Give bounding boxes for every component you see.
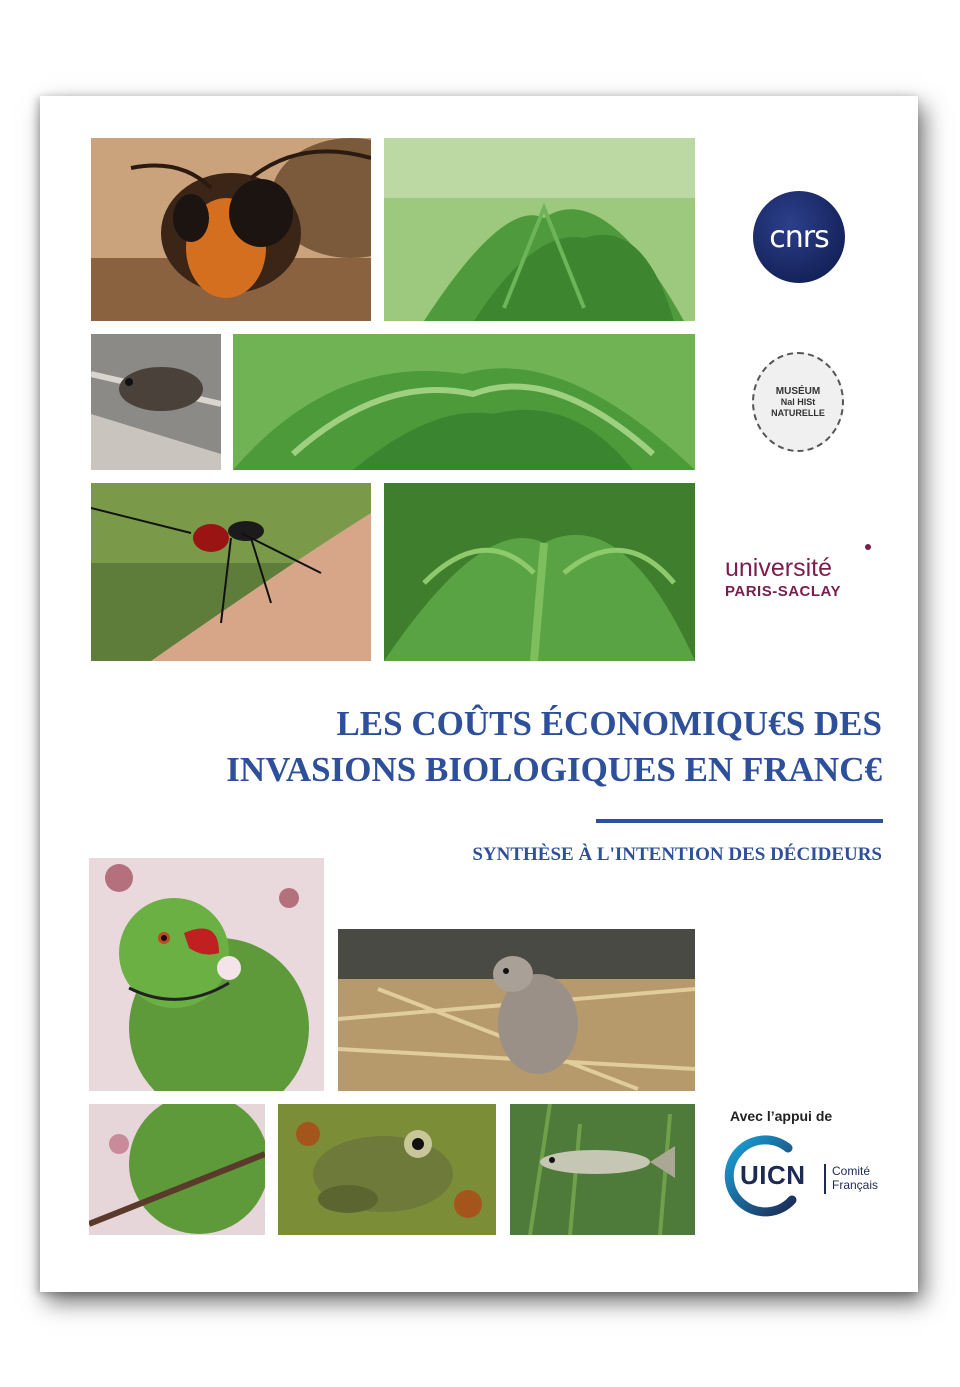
- cover-title-line2: INVASIONS BIOLOGIQUES EN FRANC€: [226, 750, 882, 789]
- fish-photo: [510, 1104, 695, 1235]
- paris-saclay-universite: université: [725, 554, 832, 582]
- parakeet-branch-photo: [89, 1104, 265, 1235]
- cover-title-line1: LES COÛTS ÉCONOMIQU€S DES: [336, 704, 882, 743]
- report-cover: [40, 96, 918, 1292]
- mosquito-photo: [91, 483, 371, 661]
- ragweed-stem-photo: [384, 483, 695, 661]
- museum-logo-line2: Nal HISt: [780, 397, 816, 408]
- parakeet-photo: [89, 858, 324, 1091]
- uicn-comite: Comité: [832, 1164, 871, 1178]
- mouse-photo: [91, 334, 221, 470]
- ragweed-photo: [384, 138, 695, 321]
- uicn-logo: [722, 1134, 892, 1230]
- title-divider: [596, 819, 883, 823]
- paris-saclay-name: PARIS-SACLAY: [725, 583, 842, 600]
- uicn-francais: Français: [832, 1178, 879, 1192]
- museum-logo-line3: NATURELLE: [771, 407, 825, 418]
- museum-logo: [752, 352, 844, 452]
- paris-saclay-logo: [725, 556, 875, 604]
- uicn-comite-label: [832, 1164, 878, 1192]
- ragweed-leaves-photo: [233, 334, 695, 470]
- hornet-photo: [91, 138, 371, 321]
- support-label: Avec l’appui de: [730, 1108, 833, 1124]
- cover-subtitle: SYNTHÈSE À L'INTENTION DES DÉCIDEURS: [472, 844, 882, 865]
- bullfrog-photo: [278, 1104, 496, 1235]
- paris-saclay-dot: [865, 544, 871, 550]
- cnrs-logo-text: cnrs: [769, 219, 829, 255]
- uicn-wordmark: UICN: [740, 1160, 806, 1190]
- mink-photo: [338, 929, 695, 1091]
- uicn-separator: [824, 1164, 826, 1194]
- cnrs-logo: [753, 191, 845, 283]
- cover-title: [130, 701, 882, 793]
- museum-logo-line1: MUSÉUM: [775, 385, 821, 397]
